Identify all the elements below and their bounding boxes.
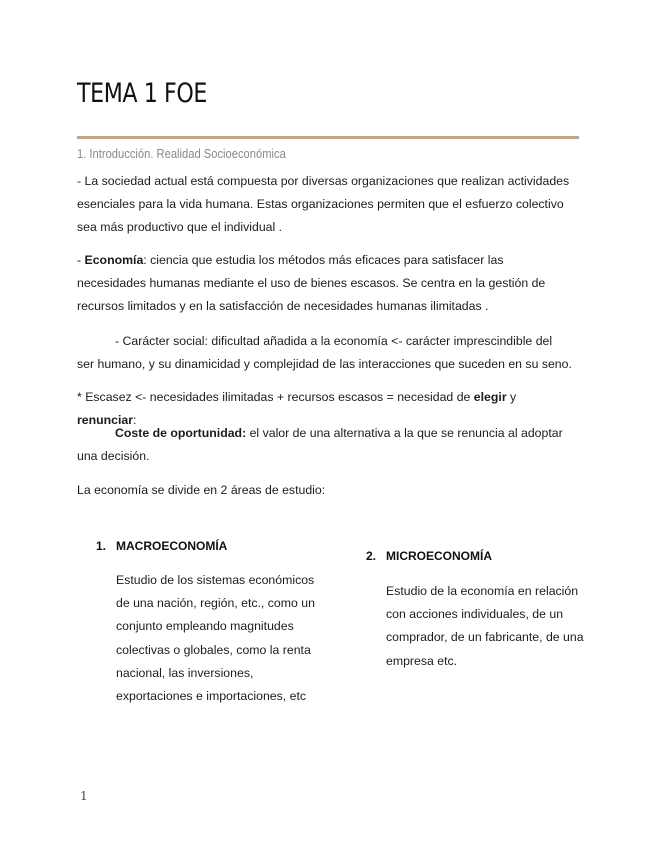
paragraph-coste-oportunidad	[77, 422, 572, 468]
term-renunciar: renunciar	[77, 413, 134, 427]
area-number-macro: 1.	[96, 539, 107, 553]
paragraph-areas-intro: La economía se divide en 2 áreas de estudio:	[77, 483, 326, 497]
area-heading-macro	[96, 539, 227, 553]
term-coste-oportunidad: Coste de oportunidad:	[115, 426, 247, 440]
area-title-macro: MACROECONOMÍA	[116, 539, 228, 553]
section-heading: 1. Introducción. Realidad Socioeconómica	[77, 146, 286, 161]
page-number: 1	[80, 789, 88, 803]
area-heading-micro	[366, 549, 492, 563]
area-title-micro: MICROECONOMÍA	[386, 549, 492, 563]
term-elegir: elegir	[473, 390, 507, 404]
title-divider	[77, 136, 579, 139]
paragraph-economia-prefix: -	[77, 253, 85, 267]
paragraph-escasez-and: y	[506, 390, 517, 404]
paragraph-economia-definition: : ciencia que estudia los métodos más eficaces para satisfacer las necesidades humanas mediante el uso de bienes escasos. Se centra en la gestión de recursos limitados y en la satisfacción de necesidades humanas ilimitadas .	[77, 253, 546, 313]
area-body-macro: Estudio de los sistemas económicos de una nación, región, etc., como un conjunto empleando magnitudes colectivas o globales, como la renta nacional, las inversiones, exportaciones e importaciones, etc	[116, 573, 315, 704]
paragraph-society: - La sociedad actual está compuesta por diversas organizaciones que realizan actividades esenciales para la vida humana. Estas organizaciones permiten que el esfuerzo colectivo sea más productivo que el individual .	[77, 174, 570, 234]
coste-oportunidad-definition: el valor de una alternativa a la que se renuncia al adoptar una decisión.	[77, 426, 563, 463]
paragraph-caracter-social: - Carácter social: dificultad añadida a la economía <- carácter imprescindible del ser humano, y su dinamicidad y complejidad de las interacciones que suceden en su seno.	[77, 334, 572, 371]
page-title: TEMA 1 FOE	[77, 78, 207, 109]
paragraph-economia	[77, 249, 572, 318]
area-number-micro: 2.	[366, 549, 377, 563]
paragraph-escasez-text: * Escasez <- necesidades ilimitadas + recursos escasos = necesidad de	[77, 390, 474, 404]
term-economia: Economía	[84, 253, 144, 267]
paragraph-escasez-end: :	[133, 413, 137, 427]
area-body-micro: Estudio de la economía en relación con acciones individuales, de un comprador, de un fabricante, de una empresa etc.	[386, 584, 584, 668]
